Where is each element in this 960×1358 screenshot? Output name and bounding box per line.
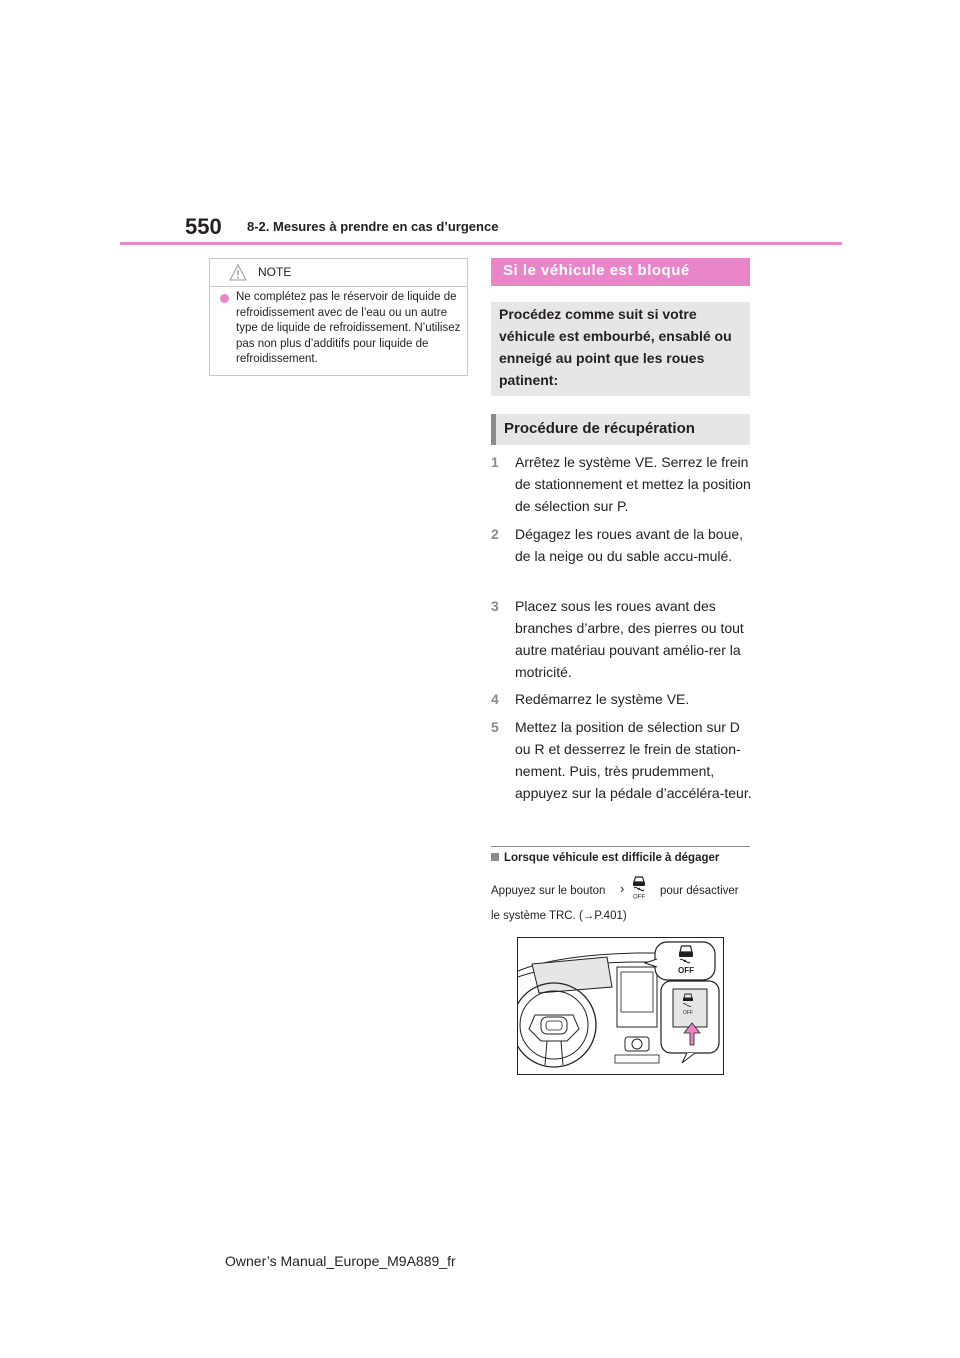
step-1: [491, 451, 753, 517]
dashboard-illustration: [517, 937, 724, 1075]
note-box: [209, 258, 468, 376]
page-number: 550: [185, 214, 222, 239]
note-label: NOTE: [258, 265, 292, 279]
chevron-right-icon: ›: [620, 881, 625, 896]
header-divider: [120, 242, 842, 245]
step-text: Mettez la position de sélection sur D ou R et desserrez le frein de station-nement. Puis, très prudemment, appuyez sur la pédale d’accéléra-teur.: [515, 719, 752, 801]
step-4: [491, 688, 753, 710]
square-bullet-icon: [491, 853, 499, 861]
banner-title: Si le véhicule est bloqué: [503, 262, 690, 279]
illustration-off-label: OFF: [678, 966, 694, 975]
switch-off-label: OFF: [683, 1010, 693, 1016]
svg-text:OFF: OFF: [633, 894, 645, 900]
step-number: 2: [491, 526, 499, 542]
bullet-icon: [220, 294, 229, 303]
procedure-heading-box: [491, 414, 750, 445]
instruction-text-reference: le système TRC. (→P.401): [491, 910, 627, 922]
step-5: [491, 716, 753, 804]
subsection-heading: [491, 852, 719, 864]
step-number: 3: [491, 598, 499, 614]
instruction-text-end: pour désactiver: [660, 885, 739, 897]
step-number: 1: [491, 454, 499, 470]
footer-text: Owner’s Manual_Europe_M9A889_fr: [225, 1253, 456, 1269]
section-banner: [491, 258, 750, 286]
step-number: 4: [491, 691, 499, 707]
intro-text: Procédez comme suit si votre véhicule est embourbé, ensablé ou enneigé au point que les roues patinent:: [499, 306, 732, 388]
step-text: Dégagez les roues avant de la boue, de la neige ou du sable accu-mulé.: [515, 526, 744, 564]
heading-accent-bar: [491, 414, 496, 445]
instruction-text-start: Appuyez sur le bouton: [491, 885, 606, 897]
step-text: Redémarrez le système VE.: [515, 691, 690, 707]
step-2: [491, 523, 753, 567]
step-text: Placez sous les roues avant des branches d’arbre, des pierres ou tout autre matériau pouvant amélio-rer la motricité.: [515, 598, 744, 680]
trc-off-icon: [630, 874, 648, 900]
procedure-heading: Procédure de récupération: [504, 420, 695, 437]
step-3: [491, 595, 753, 683]
step-text: Arrêtez le système VE. Serrez le frein de stationnement et mettez la position de sélection sur P.: [515, 454, 751, 514]
intro-box: [491, 302, 750, 396]
step-number: 5: [491, 719, 499, 735]
note-header: [210, 259, 467, 287]
subsection-heading-text: Lorsque véhicule est difficile à dégager: [504, 852, 720, 864]
warning-triangle-icon: [229, 264, 247, 281]
section-title: 8-2. Mesures à prendre en cas d’urgence: [247, 219, 499, 234]
subsection-divider: [491, 846, 750, 847]
note-text: Ne complétez pas le réservoir de liquide de refroidissement avec de l’eau ou un autre type de liquide de refroidissement. N’utilisez pas non plus d’additifs pour liquide de refroidissement.: [236, 291, 461, 365]
